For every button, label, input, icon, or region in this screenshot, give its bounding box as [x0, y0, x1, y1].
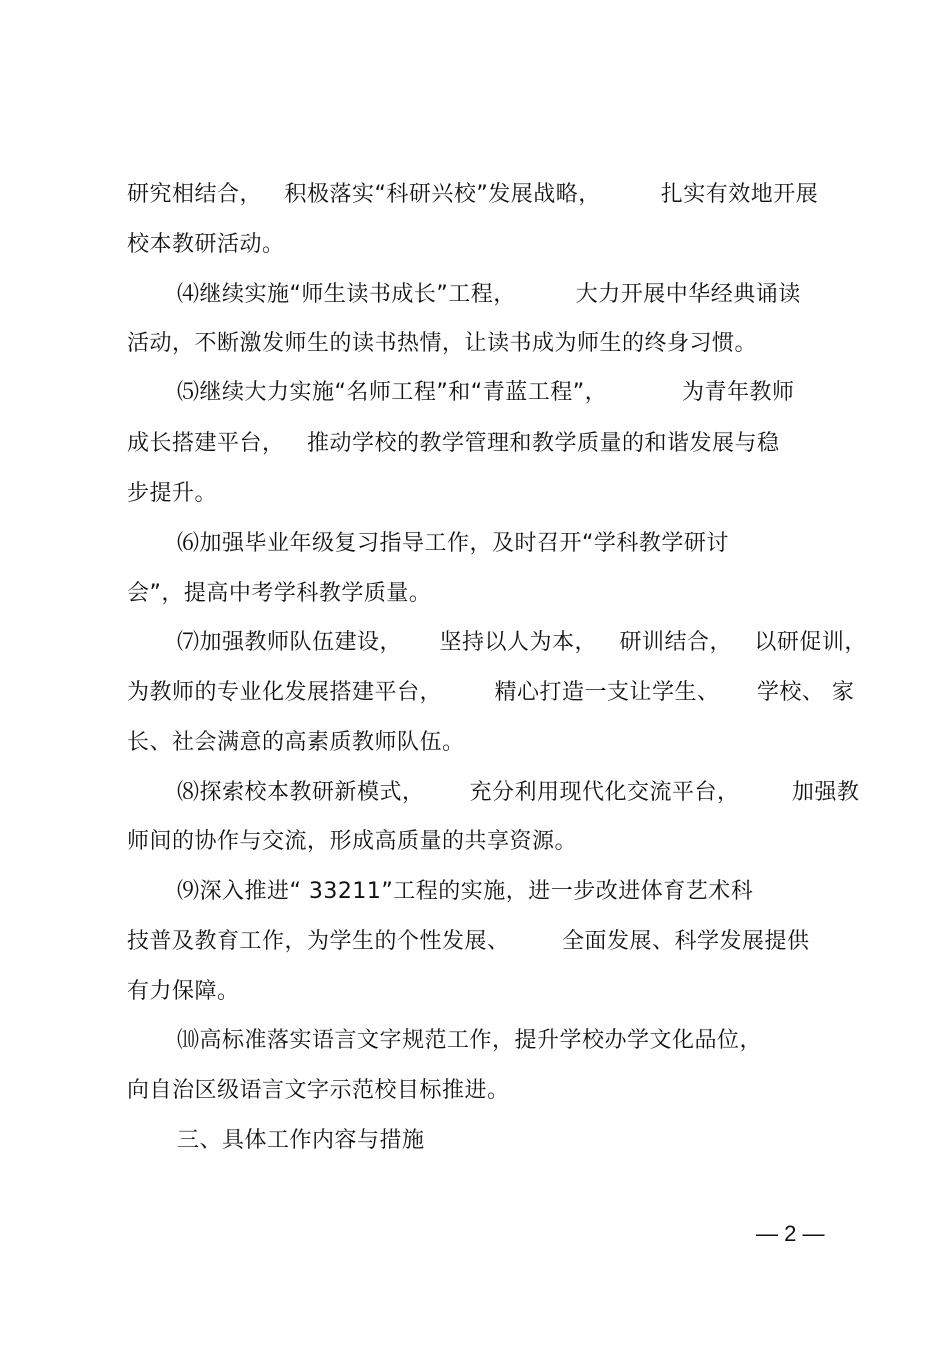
text-line: ⑺加强教师队伍建设， 坚持以人为本， 研训结合， 以研促训， [177, 630, 867, 655]
text-line: 为教师的专业化发展搭建平台， 精心打造一支让学生、 学校、 家 [127, 680, 855, 705]
text-line: 活动，不断激发师生的读书热情，让读书成为师生的终身习惯。 [127, 331, 758, 356]
text-line: 研究相结合， 积极落实“科研兴校”发展战略， 扎实有效地开展 [127, 182, 819, 207]
text-line: ⑻探索校本教研新模式， 充分利用现代化交流平台， 加强教 [177, 780, 860, 805]
page-number: — 2 — [756, 1221, 825, 1246]
text-line: 校本教研活动。 [127, 232, 285, 257]
text-line: ⑽高标准落实语言文字规范工作，提升学校办学文化品位， [177, 1028, 763, 1053]
text-line: 长、社会满意的高素质教师队伍。 [127, 730, 465, 755]
text-line: ⑸继续大力实施“名师工程”和“青蓝工程”， 为青年教师 [177, 380, 795, 405]
text-line: ⑹加强毕业年级复习指导工作，及时召开“学科教学研讨 [177, 531, 729, 556]
text-line: ⑼深入推进“ 33211”工程的实施，进一步改进体育艺术科 [177, 879, 754, 904]
section-heading: 三、具体工作内容与措施 [177, 1128, 425, 1153]
text-line: 向自治区级语言文字示范校目标推进。 [127, 1078, 510, 1103]
text-line: 技普及教育工作，为学生的个性发展、 全面发展、科学发展提供 [127, 929, 810, 954]
text-line: ⑷继续实施“师生读书成长”工程， 大力开展中华经典诵读 [177, 282, 801, 307]
text-line: 成长搭建平台， 推动学校的教学管理和教学质量的和谐发展与稳 [127, 431, 780, 456]
text-line: 步提升。 [127, 481, 218, 506]
text-line: 有力保障。 [127, 979, 240, 1004]
text-line: 会”，提高中考学科教学质量。 [127, 581, 432, 606]
text-line: 师间的协作与交流，形成高质量的共享资源。 [127, 829, 578, 854]
